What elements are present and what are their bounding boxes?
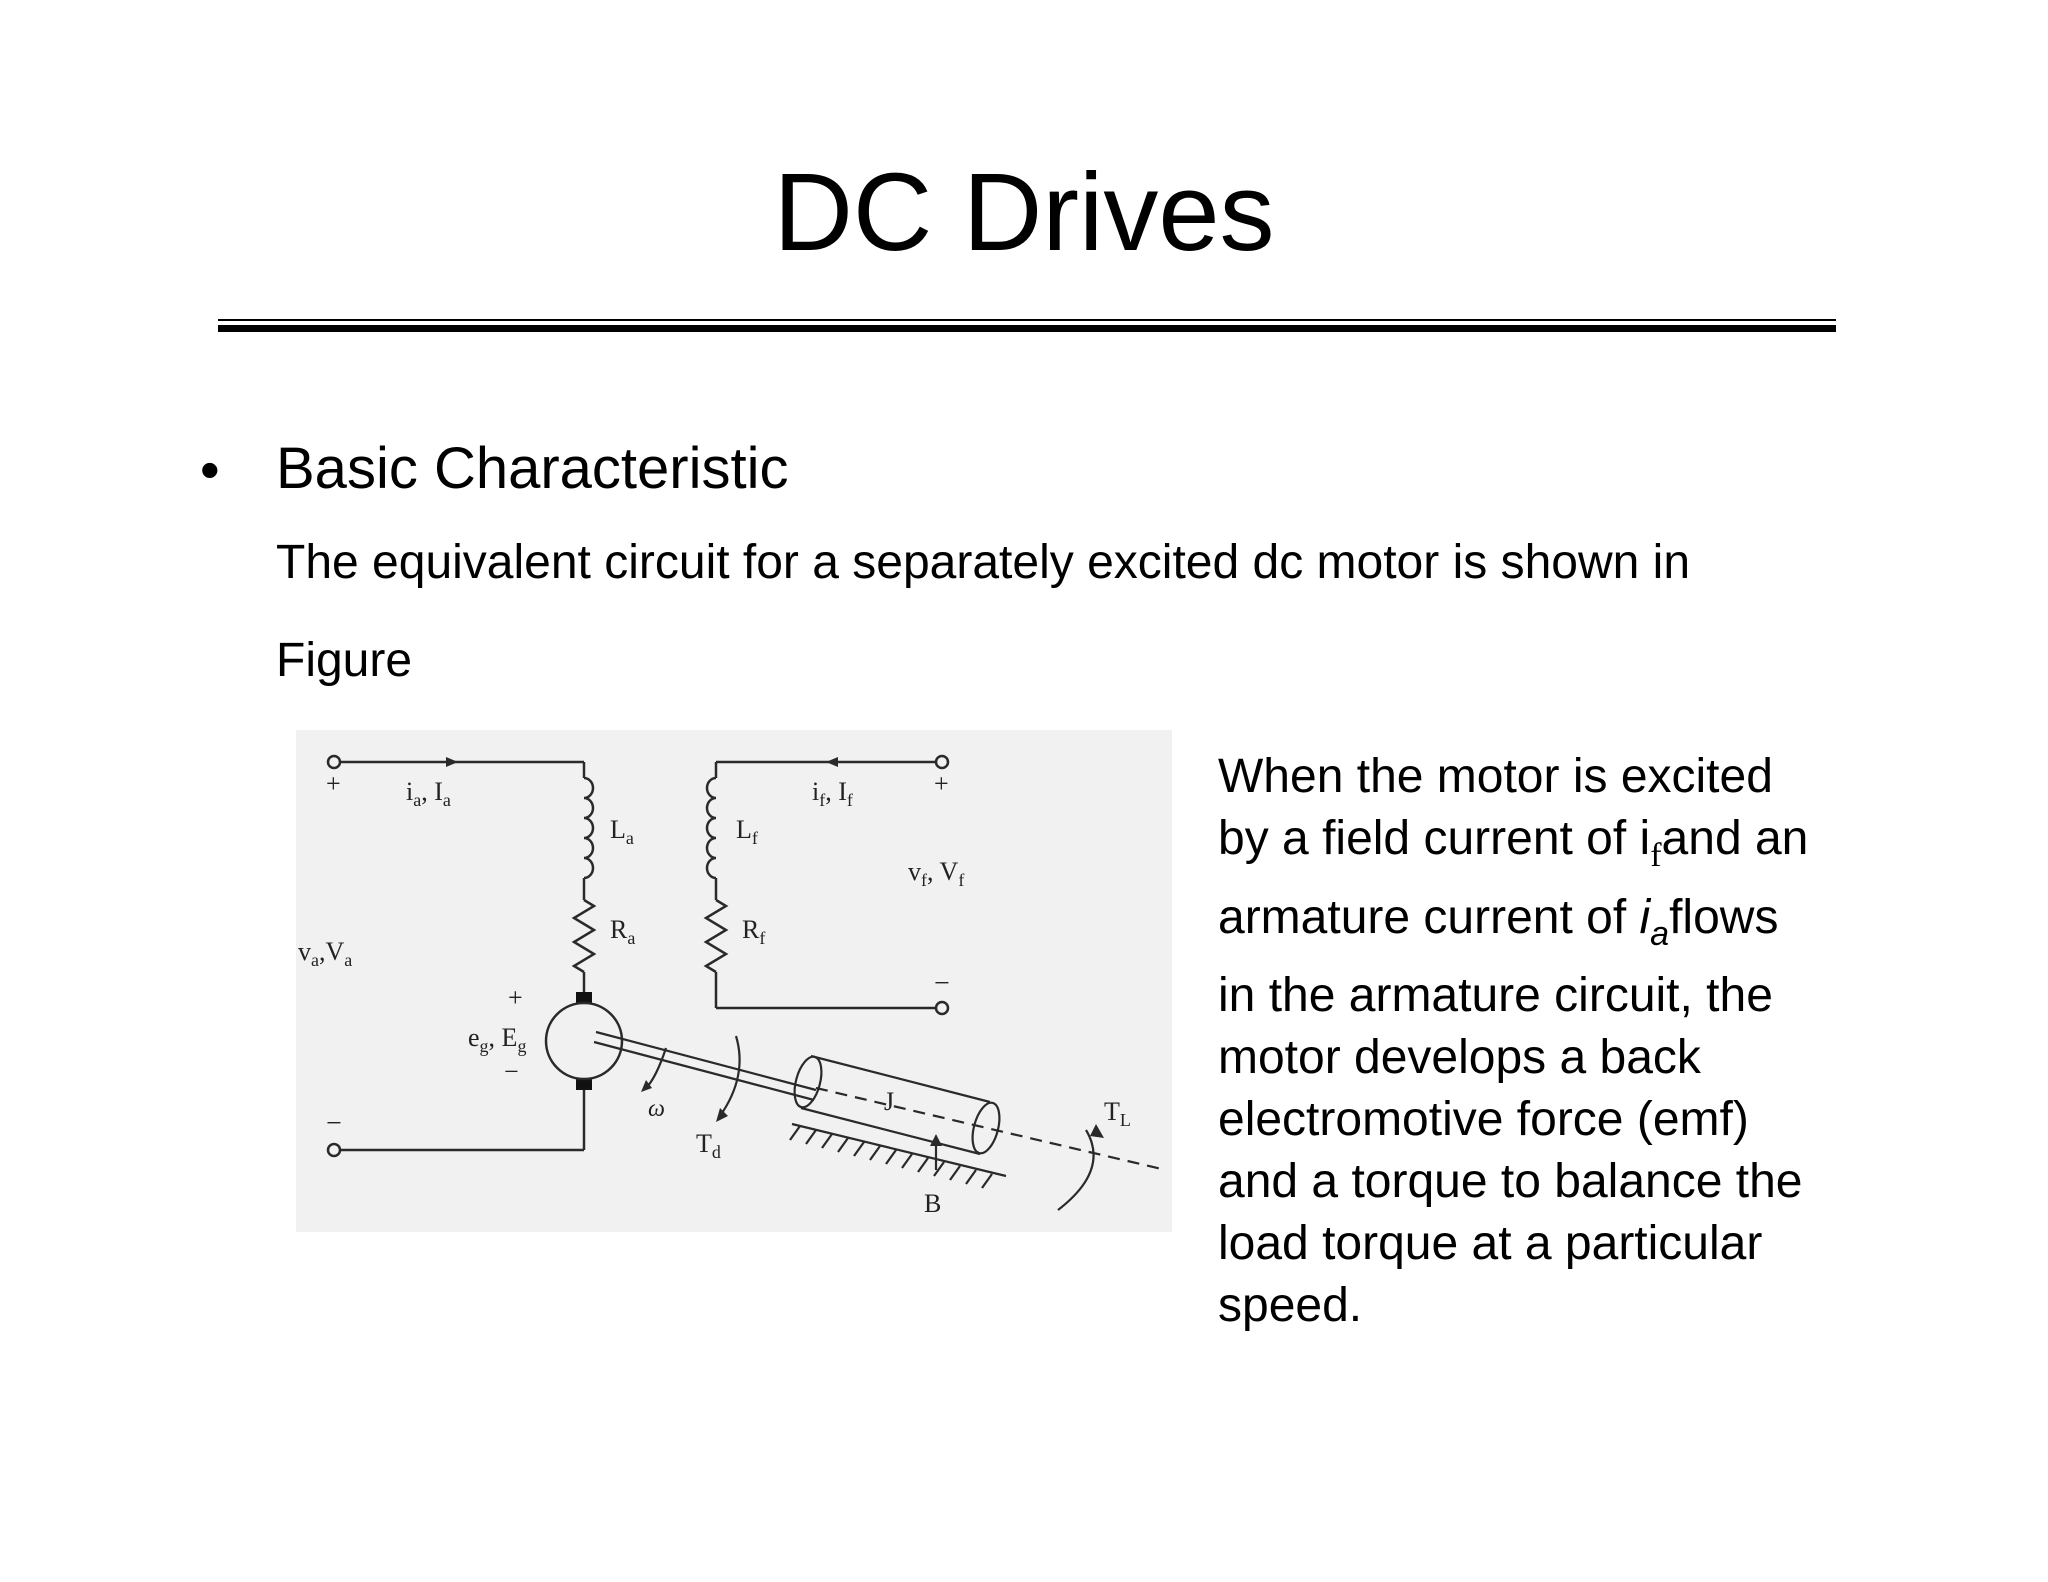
va-plus-sign: + [326, 769, 341, 798]
side-line-7: and a torque to balance the [1218, 1155, 1803, 1208]
ia-label: $i_a$, $I_a$ [406, 777, 451, 810]
motor-armature-icon [546, 1003, 622, 1079]
bullet-heading: Basic Characteristic [276, 436, 789, 501]
b-label: B [924, 1189, 942, 1218]
j-label: J [884, 1087, 895, 1116]
side-description [1218, 746, 1878, 1337]
vf-label: $v_f$, $V_f$ [908, 857, 965, 890]
dc-motor-equivalent-circuit-figure [296, 730, 1172, 1232]
side-line-5: motor develops a back [1218, 1031, 1701, 1084]
if-label: $i_f$, $I_f$ [812, 777, 853, 810]
terminal-vf-minus [936, 1002, 948, 1014]
rf-label: $R_f$ [742, 915, 766, 948]
eg-label: $e_g$, $E_g$ [468, 1023, 527, 1056]
title-divider-thin [218, 319, 1836, 321]
eg-plus-sign: + [508, 983, 523, 1012]
title-divider-thick [218, 325, 1836, 332]
omega-label: ω [648, 1096, 665, 1122]
terminal-va-plus [328, 756, 340, 768]
side-line-2: by a field current of $i_fand$ an [1218, 812, 1809, 874]
va-minus-sign: − [326, 1108, 342, 1139]
lf-label: $L_f$ [736, 815, 758, 848]
terminal-vf-plus [936, 756, 948, 768]
intro-text-line-1: The equivalent circuit for a separately excited dc motor is shown in [276, 536, 1691, 589]
side-line-1: When the motor is excited [1218, 750, 1773, 803]
circuit-diagram [296, 730, 1172, 1232]
side-line-4: in the armature circuit, the [1218, 969, 1773, 1022]
side-line-8: load torque at a particular [1218, 1217, 1763, 1270]
slide-title: DC Drives [773, 151, 1275, 274]
side-line-3: armature current of $i_aflows$ [1218, 891, 1779, 953]
intro-text-line-2: Figure [276, 634, 413, 687]
vf-minus-sign: − [934, 968, 950, 999]
vf-plus-sign: + [934, 769, 949, 798]
la-label: $L_a$ [610, 815, 634, 848]
td-label: $T_d$ [696, 1129, 721, 1162]
side-line-6: electromotive force (emf) [1218, 1093, 1749, 1146]
va-label: $v_a,V_a$ [298, 937, 353, 970]
ra-label: $R_a$ [610, 915, 636, 948]
bullet-marker: • [200, 438, 220, 501]
terminal-va-minus [328, 1144, 340, 1156]
side-line-9: speed. [1218, 1279, 1363, 1332]
tl-label: $T_L$ [1104, 1097, 1131, 1130]
eg-minus-sign: − [504, 1057, 519, 1086]
